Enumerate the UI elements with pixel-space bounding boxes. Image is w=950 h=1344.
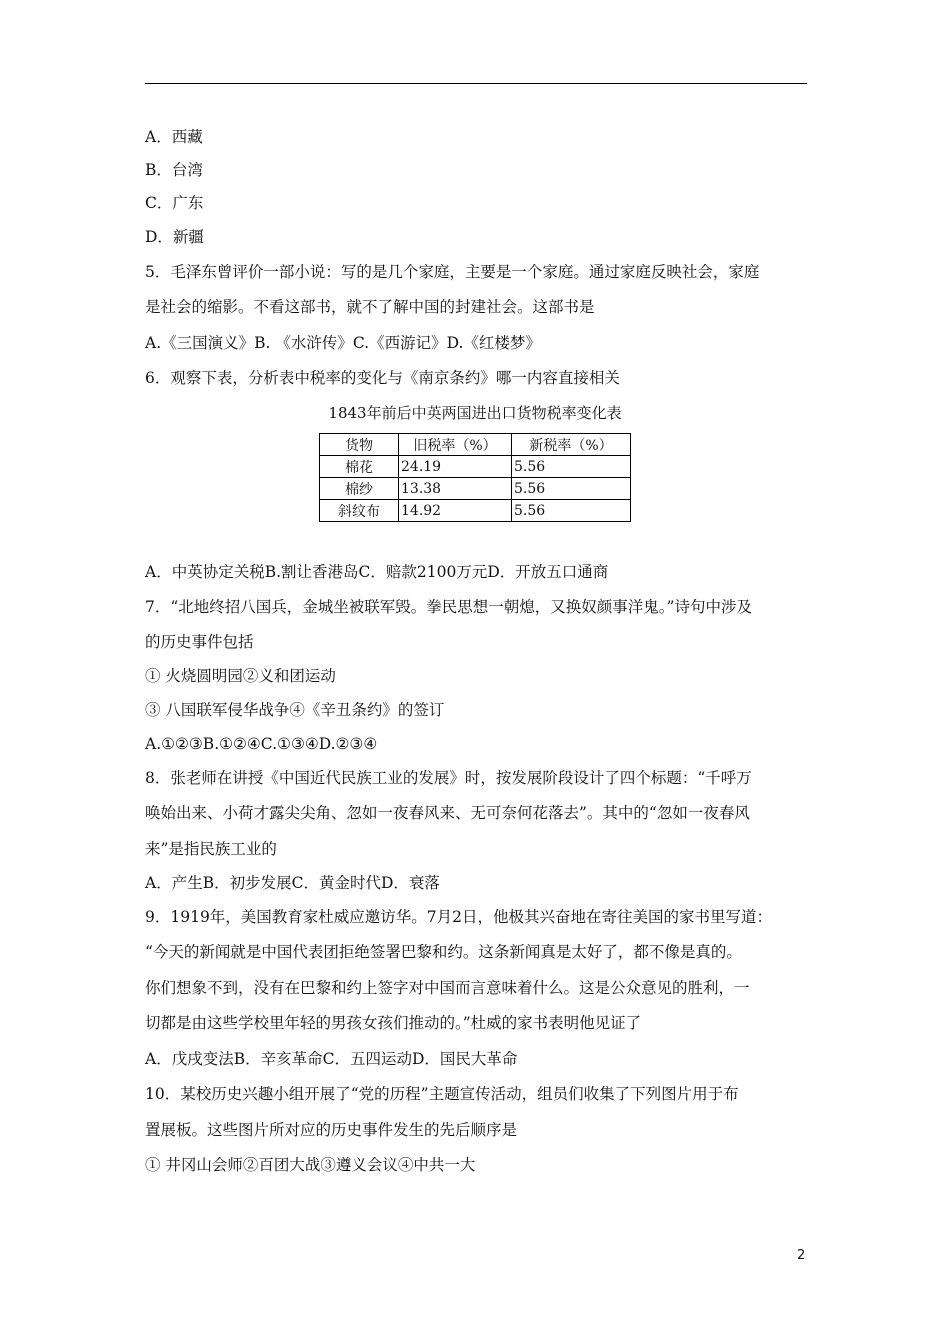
table-cell: 棉纱 <box>320 478 399 500</box>
table-header: 货物 <box>320 434 399 456</box>
option-c: C．广东 <box>145 194 204 212</box>
option-d: D．新疆 <box>145 228 204 246</box>
question-8-line-1: 8．张老师在讲授《中国近代民族工业的发展》时，按发展阶段设计了四个标题：“千呼万 <box>145 769 752 787</box>
table-header: 旧税率（%） <box>399 434 512 456</box>
option-b: B．台湾 <box>145 161 203 179</box>
question-9-options: A．戊戌变法B．辛亥革命C．五四运动D．国民大革命 <box>145 1050 518 1068</box>
question-9-line-3: 你们想象不到，没有在巴黎和约上签字对中国而言意味着什么。这是公众意见的胜利，一 <box>145 979 750 997</box>
table-cell: 棉花 <box>320 456 399 478</box>
table-cell: 24.19 <box>399 456 512 478</box>
question-7-item-2: ③ 八国联军侵华战争④《辛丑条约》的签订 <box>145 701 445 719</box>
table-row <box>320 500 631 522</box>
question-6-stem: 6．观察下表，分析表中税率的变化与《南京条约》哪一内容直接相关 <box>145 369 620 387</box>
table-row <box>320 478 631 500</box>
question-5-line-2: 是社会的缩影。不看这部书，就不了解中国的封建社会。这部书是 <box>145 298 595 316</box>
table-caption: 1843年前后中英两国进出口货物税率变化表 <box>328 404 622 422</box>
tax-rate-table <box>319 433 631 522</box>
question-8-options: A．产生B．初步发展C．黄金时代D．衰落 <box>145 874 440 892</box>
question-7-item-1: ① 火烧圆明园②义和团运动 <box>145 667 336 685</box>
question-7-line-1: 7．“北地终招八国兵，金城坐被联军毁。拳民思想一朝熄，又换奴颜事洋鬼。”诗句中涉及 <box>145 598 752 616</box>
question-5-options: A.《三国演义》B. 《水浒传》C.《西游记》D.《红楼梦》 <box>145 334 541 352</box>
table-cell: 14.92 <box>399 500 512 522</box>
question-7-line-2: 的历史事件包括 <box>145 633 254 651</box>
question-7-options: A.①②③B.①②④C.①③④D.②③④ <box>145 735 378 753</box>
question-9-line-4: 切都是由这些学校里年轻的男孩女孩们推动的。”杜威的家书表明他见证了 <box>145 1014 642 1032</box>
table-cell: 斜纹布 <box>320 500 399 522</box>
table-cell: 5.56 <box>512 478 631 500</box>
question-5-line-1: 5．毛泽东曾评价一部小说：写的是几个家庭，主要是一个家庭。通过家庭反映社会，家庭 <box>145 263 760 281</box>
question-8-line-3: 来”是指民族工业的 <box>145 840 277 858</box>
table-cell: 13.38 <box>399 478 512 500</box>
question-9-line-2: “今天的新闻就是中国代表团拒绝签署巴黎和约。这条新闻真是太好了，都不像是真的。 <box>145 943 742 961</box>
question-9-line-1: 9．1919年，美国教育家杜威应邀访华。7月2日，他极其兴奋地在寄往美国的家书里写道： <box>145 908 773 926</box>
table-header: 新税率（%） <box>512 434 631 456</box>
question-8-line-2: 唤始出来、小荷才露尖尖角、忽如一夜春风来、无可奈何花落去”。其中的“忽如一夜春风 <box>145 804 750 822</box>
table-header-row <box>320 434 631 456</box>
header-rule <box>145 83 807 84</box>
page-number: 2 <box>797 1248 806 1263</box>
question-10-line-1: 10．某校历史兴趣小组开展了“党的历程”主题宣传活动，组员们收集了下列图片用于布 <box>145 1085 739 1103</box>
table-row <box>320 456 631 478</box>
question-10-line-2: 置展板。这些图片所对应的历史事件发生的先后顺序是 <box>145 1121 518 1139</box>
question-6-options: A．中英协定关税B.割让香港岛C．赔款2100万元D．开放五口通商 <box>145 563 609 581</box>
table-cell: 5.56 <box>512 500 631 522</box>
table-cell: 5.56 <box>512 456 631 478</box>
option-a: A．西藏 <box>145 128 203 146</box>
question-10-items: ① 井冈山会师②百团大战③遵义会议④中共一大 <box>145 1156 476 1174</box>
